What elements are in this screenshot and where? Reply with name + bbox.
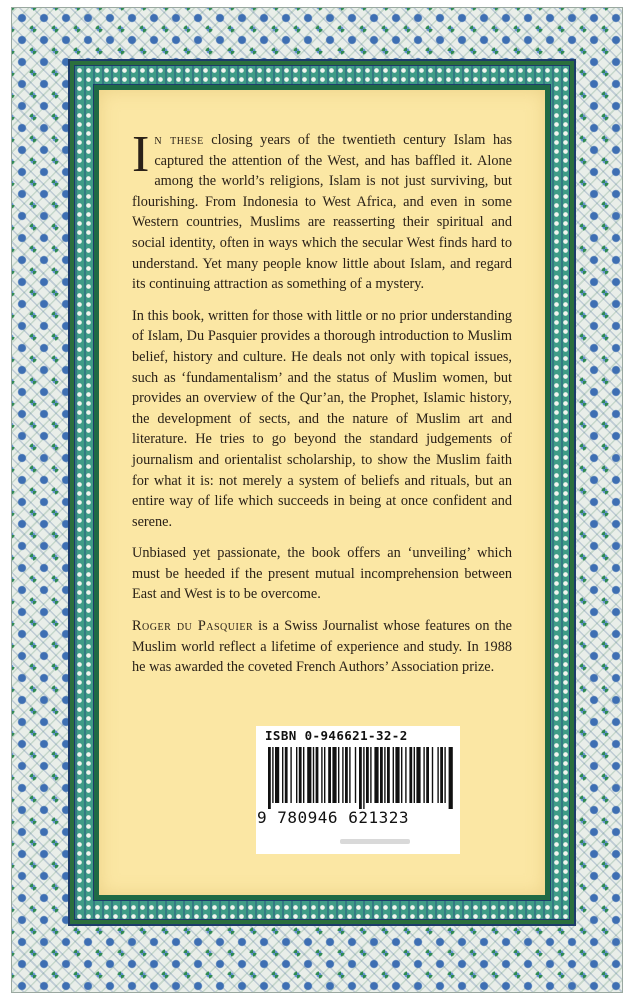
barcode-bar bbox=[380, 747, 383, 803]
barcode-bar bbox=[272, 747, 273, 803]
barcode-bar bbox=[345, 747, 348, 803]
blurb-text bbox=[132, 126, 513, 689]
barcode-bar bbox=[414, 747, 415, 803]
barcode-bar bbox=[296, 747, 297, 803]
blurb-paragraph-3: Unbiased yet passionate, the book offers an ‘unveiling’ which must be heeded if the present mutual incomprehension between East and West is to be overcome. bbox=[132, 545, 512, 603]
barcode-bar bbox=[349, 747, 350, 803]
barcode-bar bbox=[328, 747, 331, 803]
barcode-bar bbox=[290, 747, 291, 803]
opening-smallcaps: n these bbox=[154, 132, 204, 148]
barcode-bar bbox=[316, 747, 319, 803]
blurb-paragraph-1 bbox=[132, 126, 513, 295]
barcode-bar bbox=[384, 747, 385, 803]
barcode-bar bbox=[426, 747, 429, 803]
barcode-bar bbox=[363, 747, 364, 809]
barcode-bar bbox=[332, 747, 336, 803]
author-name: Roger du Pasquier bbox=[132, 618, 254, 635]
price-sticker-residue bbox=[340, 839, 410, 844]
barcode-bar bbox=[432, 747, 433, 803]
barcode-bar bbox=[359, 747, 362, 809]
barcode-bar bbox=[355, 747, 356, 803]
barcode-bar bbox=[275, 747, 279, 803]
ean-digits: 9 780946 621323 bbox=[257, 808, 409, 827]
barcode-bar bbox=[393, 747, 394, 803]
barcode-bar bbox=[366, 747, 369, 803]
barcode-bar bbox=[423, 747, 424, 803]
barcode-bar bbox=[409, 747, 412, 803]
barcode-bar bbox=[338, 747, 339, 803]
barcode-bar bbox=[440, 747, 443, 803]
barcode-bar bbox=[374, 747, 378, 803]
barcode-bar bbox=[387, 747, 390, 803]
blurb-paragraph-2: In this book, written for those with little or no prior understanding of Islam, Du Pasquier provides a thorough introduction to Muslim belief, history and culture. He deals not only with topical issues, such as ‘fundamentalism’ and the status of Muslim women, but provides an overview of the Qur’an, the Prophet, Islamic history, the development of sects, and the nature of Muslim art and literature. He tries to go beyond the standard judgements of journalism and orientalist scholarship, to show the Muslim faith for what it is: not merely a system of beliefs and rituals, but an entire way of life which succeeds in being at once confident and serene. bbox=[132, 307, 512, 530]
barcode-bar bbox=[268, 747, 271, 809]
barcode-bar bbox=[437, 747, 438, 803]
barcode-bar bbox=[303, 747, 304, 803]
barcode-bar bbox=[416, 747, 420, 803]
barcode-bar bbox=[299, 747, 302, 803]
barcode-bar bbox=[324, 747, 325, 803]
isbn-label: ISBN 0-946621-32-2 bbox=[265, 728, 408, 743]
barcode-bar bbox=[444, 747, 445, 803]
barcode-bar bbox=[395, 747, 399, 803]
author-bio-text: is a Swiss Journalist whose features on the Muslim world reflect a lifetime of experience and study. In 1988 he was awarded the coveted French Authors’ Association prize. bbox=[132, 618, 513, 676]
barcode-bar bbox=[401, 747, 402, 803]
barcode-bar bbox=[405, 747, 406, 803]
barcode-bar bbox=[282, 747, 283, 803]
paragraph-1-text: closing years of the twentieth century Islam has captured the attention of the West, and has baffled it. Alone among the world’s religions, Islam is not just surviving, but flourishing. From Indonesia to West Africa, and even in some Western countries, Muslims are reasserting their spiritual and social identity, often in ways which the secular West finds hard to understand. Yet many people know little about Islam, and regard its continuing attraction as something of a mystery. bbox=[132, 132, 513, 293]
barcode-bar bbox=[370, 747, 371, 803]
barcode-bar bbox=[313, 747, 314, 803]
barcode-bar bbox=[307, 747, 311, 803]
drop-cap: I bbox=[132, 126, 150, 183]
barcode bbox=[268, 747, 454, 809]
barcode-bar bbox=[342, 747, 343, 803]
author-bio bbox=[132, 616, 512, 678]
barcode-bar bbox=[285, 747, 288, 803]
barcode-bar bbox=[449, 747, 453, 809]
barcode-bar bbox=[321, 747, 322, 803]
